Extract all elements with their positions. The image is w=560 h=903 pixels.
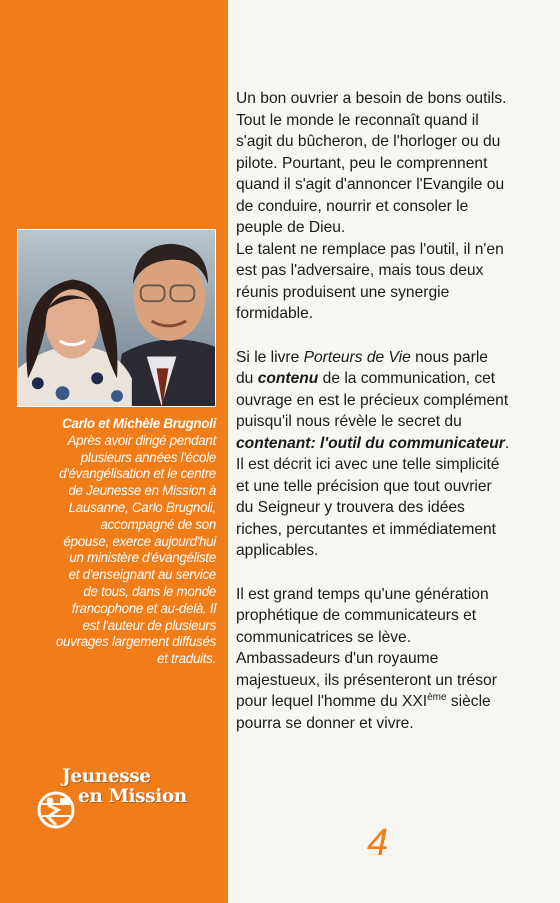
text-line: peuple de Dieu. [236, 219, 346, 236]
text-line: applicables. [236, 542, 319, 559]
text-line: est pas l'adversaire, mais tous deux [236, 262, 484, 279]
text-fragment: . [504, 434, 510, 452]
text-line: puisqu'il nous révèle le secret du [236, 413, 462, 430]
bio-line: un ministère d'évangéliste [69, 550, 216, 566]
text-line: Ambassadeurs d'un royaume [236, 650, 439, 667]
text-fragment: nous parle [410, 348, 488, 366]
text-line: pilote. Pourtant, peu le comprennent [236, 154, 488, 172]
text-line: prophétique de communicateurs et [236, 607, 477, 624]
author-photo [17, 229, 216, 407]
text-fragment: du [236, 370, 258, 387]
text-line: Le talent ne remplace pas l'outil, il n'en [236, 240, 504, 258]
bio-line: est l'auteur de plusieurs [82, 617, 216, 633]
page-number: 4 [367, 822, 389, 864]
text-fragment: siècle [446, 693, 491, 710]
bio-line: épouse, exerce aujourd'hui [63, 533, 216, 549]
text-line: de conduire, nourrir et consoler le [236, 197, 469, 215]
globe-figure-icon [36, 790, 76, 830]
text-line [236, 347, 540, 369]
text-line: quand il s'agit d'annoncer l'Evangile ou [236, 176, 505, 193]
text-line: Il est décrit ici avec une telle simplicité [236, 456, 500, 473]
bio-line: de tous, dans le monde [83, 583, 216, 599]
bio-line: francophone et au-delà. Il [71, 600, 216, 616]
text-line: majestueux, ils présenteront un trésor [236, 671, 497, 689]
text-line: réunis produisent une synergie [236, 283, 450, 301]
text-line [236, 433, 540, 455]
emphasis-contenu: contenu [257, 370, 319, 387]
bio-line: de Jeunesse en Mission à [68, 483, 216, 499]
bio-line: Lausanne, Carlo Brugnoli, [68, 499, 216, 515]
orange-side-panel [0, 0, 228, 903]
bio-line: accompagné de son [100, 516, 216, 532]
bio-line: d'évangélisation et le centre [59, 466, 216, 482]
emphasis-contenant: contenant: l'outil du communicateur [236, 434, 505, 452]
text-fragment: Si le livre [236, 348, 304, 366]
text-line [236, 368, 540, 390]
bio-line: et d'enseignant au service [68, 567, 216, 583]
text-line: Il est grand temps qu'une génération [236, 585, 489, 603]
logo-line-1: Jeunesse [62, 766, 151, 787]
text-fragment: de la communication, cet [318, 370, 496, 387]
text-line: et une telle précision que tout ouvrier [236, 477, 492, 495]
bio-line: et traduits. [157, 651, 216, 667]
back-cover-text [236, 88, 540, 734]
text-line [236, 691, 540, 713]
author-bio [10, 416, 216, 668]
superscript: ème [427, 692, 447, 703]
text-line: ouvrage en est le précieux complément [236, 391, 509, 409]
text-line: Un bon ouvrier a besoin de bons outils. [236, 90, 507, 107]
text-line: Tout le monde le reconnaît quand il [236, 111, 479, 129]
text-line: pourra se donner et vivre. [236, 714, 414, 732]
bio-line: ouvrages largement diffusés [55, 634, 216, 650]
author-names: Carlo et Michèle Brugnoli [62, 416, 216, 431]
text-line: riches, percutantes et immédiatement [236, 520, 497, 538]
text-line: s'agit du bûcheron, de l'horloger ou du [236, 133, 501, 150]
text-line: formidable. [236, 305, 314, 322]
jeunesse-en-mission-logo [36, 766, 208, 842]
bio-line: Après avoir dirigé pendant [67, 432, 216, 448]
book-title: Porteurs de Vie [303, 348, 411, 366]
text-line: du Seigneur y trouvera des idées [236, 499, 465, 516]
logo-line-2: en Mission [78, 786, 187, 807]
text-line: communicatrices se lève. [236, 628, 412, 646]
text-fragment: pour lequel l'homme du XXI [236, 693, 428, 710]
bio-line: plusieurs années l'école [80, 449, 216, 465]
